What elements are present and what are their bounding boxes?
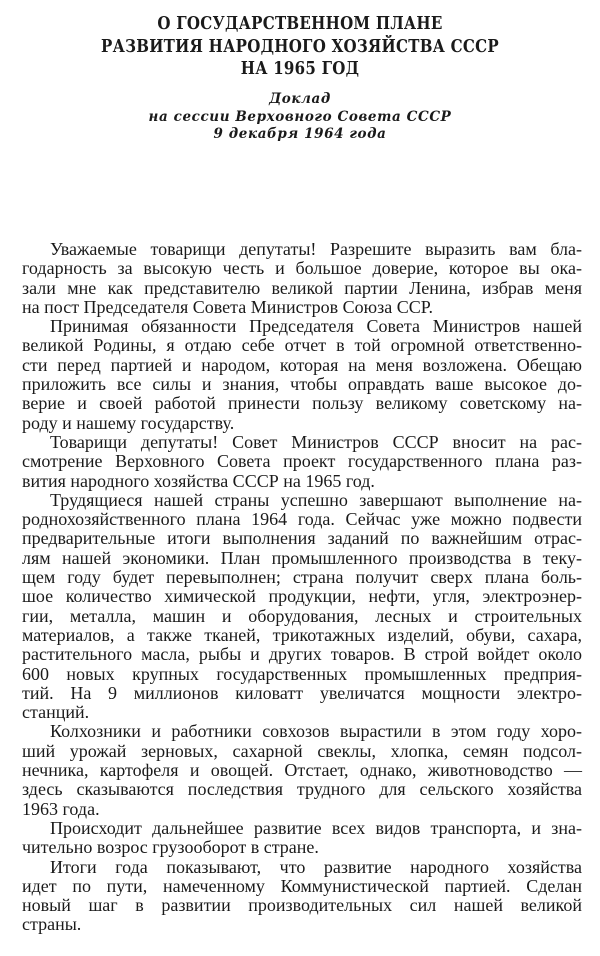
text-line: смотрение Верховного Совета проект государственного плана раз-: [22, 451, 582, 472]
text-line: приложить все силы и знания, чтобы оправдать ваше высокое до-: [22, 374, 582, 395]
text-line: роду и нашему государству.: [22, 412, 235, 433]
title-line: О ГОСУДАРСТВЕННОМ ПЛАНЕ: [157, 14, 443, 34]
text-line: станций.: [22, 702, 90, 723]
body-text: [22, 240, 582, 935]
text-line: Колхозники и работники совхозов вырастили в этом году хоро-: [50, 721, 582, 742]
paragraph: [22, 433, 582, 491]
text-line: вития народного хозяйства СССР на 1965 год.: [22, 470, 375, 491]
paragraph: [22, 491, 582, 723]
text-line: роднохозяйственного плана 1964 года. Сейчас уже можно подвести: [22, 509, 582, 530]
text-line: лям нашей экономики. План промышленного производства в теку-: [22, 547, 582, 568]
text-line: зали мне как представителю великой партии Ленина, избрав меня: [22, 277, 582, 298]
text-line: гии, металла, машин и оборудования, лесных и строительных: [22, 605, 582, 626]
text-line: материалов, а также тканей, трикотажных изделий, обуви, сахара,: [22, 624, 582, 645]
text-line: предварительные итоги выполнения заданий по важнейшим отрас-: [22, 528, 582, 549]
text-line: идет по пути, намеченному Коммунистической партией. Сделан: [22, 875, 582, 896]
text-line: нечника, картофеля и овощей. Отстает, однако, животноводство —: [22, 760, 582, 781]
report-subtitle: [0, 91, 600, 144]
text-line: Происходит дальнейшее развитие всех видов транспорта, и зна-: [50, 817, 582, 838]
title-line: НА 1965 ГОД: [240, 59, 360, 79]
subtitle-line: 9 декабря 1964 года: [213, 126, 387, 142]
text-line: новый шаг в развитии производительных сил нашей великой: [22, 895, 582, 916]
text-line: Уважаемые товарищи депутаты! Разрешите выразить вам бла-: [50, 239, 582, 259]
text-line: 1963 года.: [22, 798, 100, 819]
text-line: 600 новых крупных государственных промышленных предприя-: [22, 663, 582, 684]
text-line: ший урожай зерновых, сахарной свеклы, хлопка, семян подсол-: [22, 740, 582, 761]
text-line: сти перед партией и народом, которая на меня возложена. Обещаю: [22, 354, 582, 375]
text-line: Товарищи депутаты! Совет Министров СССР вносит на рас-: [50, 431, 582, 452]
text-line: растительного масла, рыбы и других товаров. В строй войдет около: [22, 644, 582, 665]
text-line: Трудящиеся нашей страны успешно завершают выполнение на-: [50, 489, 582, 510]
text-line: страны.: [22, 914, 82, 935]
text-line: чительно возрос грузооборот в стране.: [22, 837, 319, 858]
text-line: Принимая обязанности Председателя Совета Министров нашей: [50, 316, 582, 337]
paragraph: [22, 317, 582, 433]
subtitle-line: Доклад: [269, 91, 331, 107]
text-line: шое количество химической продукции, нефти, угля, электроэнер-: [22, 586, 582, 607]
text-line: великой Родины, я отдаю себе отчет в той огромной ответственно-: [22, 335, 582, 356]
text-line: Итоги года показывают, что развитие народного хозяйства: [50, 856, 582, 877]
text-line: тий. На 9 миллионов киловатт увеличатся мощности электро-: [22, 682, 582, 703]
paragraph: [22, 858, 582, 935]
paragraph: [22, 819, 582, 858]
text-line: верие и своей работой принести пользу великому советскому на-: [22, 393, 582, 414]
text-line: щем году будет перевыполнен; страна получит сверх плана боль-: [22, 567, 582, 588]
text-line: здесь сказываются последствия трудного для сельского хозяйства: [22, 779, 582, 800]
text-line: годарность за высокую честь и большое доверие, которое вы ока-: [22, 258, 582, 279]
paragraph: [22, 722, 582, 818]
text-line: на пост Председателя Совета Министров Союза ССР.: [22, 296, 433, 317]
title-line: РАЗВИТИЯ НАРОДНОГО ХОЗЯЙСТВА СССР: [101, 36, 499, 57]
subtitle-line: на сессии Верховного Совета СССР: [148, 108, 452, 125]
report-title: [0, 13, 600, 81]
paragraph: [22, 240, 582, 317]
